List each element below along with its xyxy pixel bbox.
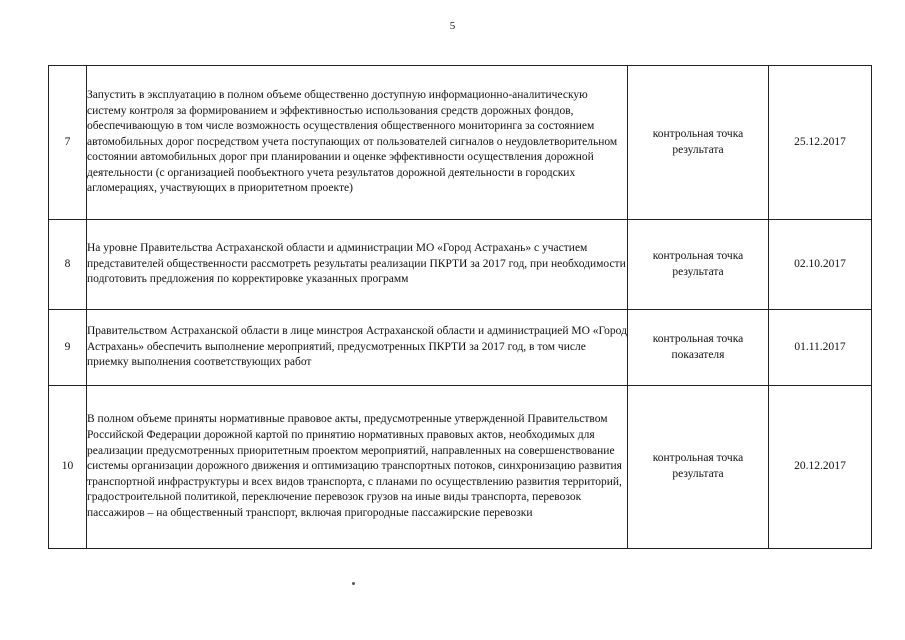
row-date: 02.10.2017: [794, 257, 846, 270]
row-number: 8: [64, 257, 71, 270]
row-control-type: контрольная точка результата: [652, 452, 744, 480]
row-control-type: контрольная точка результата: [652, 127, 744, 156]
row-description: В полном объеме приняты нормативные правовое акты, предусмотренные утвержденной Правительством Российской Федерации дорожной картой по принятию нормативных правовых актов, необходимых для реализации предусмотренных приоритетным проектом мероприятий, направленных на совершенствование системы организации дорожного движения и оптимизацию транспортных потоков, синхронизацию развития транспортной инфраструктуры и всех видов транспорта, с планами по осуществлению развития территорий, градостроительной политикой, переключение перевозок грузов на иные виды транспорта, перевозок пассажиров – на общественный транспорт, включая пригородные пассажирские перевозки: [87, 413, 622, 519]
row-date: 20.12.2017: [794, 460, 846, 473]
row-description: На уровне Правительства Астраханской области и администрации МО «Город Астрахань» с участием представителей общественности рассмотреть результаты реализации ПКРТИ за 2017 год, при необходимости подготовить предложения по корректировке указанных программ: [87, 242, 626, 286]
row-number-cell: [49, 66, 87, 220]
type-cell: [628, 386, 769, 549]
table-row: [49, 66, 872, 220]
row-description: Запустить в эксплуатацию в полном объеме общественно доступную информационно-аналитическую систему контроля за формированием и эффективностью использования средств дорожных фондов, обеспечивающую в том числе возможность осуществления общественного мониторинга за состоянием автомобильных дорог посредством учета поступающих от пользователей сигналов о неудовлетворительном состоянии автомобильных дорог при планировании и оценке эффективности осуществления дорожной деятельности (с организацией пообъектного учета результатов дорожной деятельности в городских агломерациях, участвующих в приоритетном проекте): [87, 88, 618, 195]
row-description: Правительством Астраханской области в лице минстроя Астраханской области и администрацией МО «Город Астрахань» обеспечить выполнение мероприятий, предусмотренных ПКРТИ за 2017 год, в том числе приемку выполнения соответствующих работ: [87, 325, 627, 369]
type-cell: [628, 220, 769, 310]
row-date: 25.12.2017: [794, 135, 846, 148]
date-cell: [769, 66, 872, 220]
description-cell: [87, 310, 628, 386]
row-number-cell: [49, 220, 87, 310]
row-number-cell: [49, 386, 87, 549]
date-cell: [769, 310, 872, 386]
description-cell: [87, 220, 628, 310]
page-number: 5: [449, 20, 456, 32]
type-cell: [628, 310, 769, 386]
date-cell: [769, 220, 872, 310]
row-number: 7: [64, 135, 71, 148]
date-cell: [769, 386, 872, 549]
plan-table: [48, 65, 872, 549]
row-date: 01.11.2017: [794, 340, 846, 353]
table-row: [49, 310, 872, 386]
row-number-cell: [49, 310, 87, 386]
description-cell: [87, 386, 628, 549]
row-control-type: контрольная точка показателя: [652, 332, 744, 361]
description-cell: [87, 66, 628, 220]
table-row: [49, 220, 872, 310]
row-number: 9: [64, 340, 71, 353]
row-control-type: контрольная точка результата: [652, 249, 744, 278]
type-cell: [628, 66, 769, 220]
table-row: [49, 386, 872, 549]
row-number: 10: [61, 460, 74, 473]
scan-speck: [352, 582, 355, 585]
